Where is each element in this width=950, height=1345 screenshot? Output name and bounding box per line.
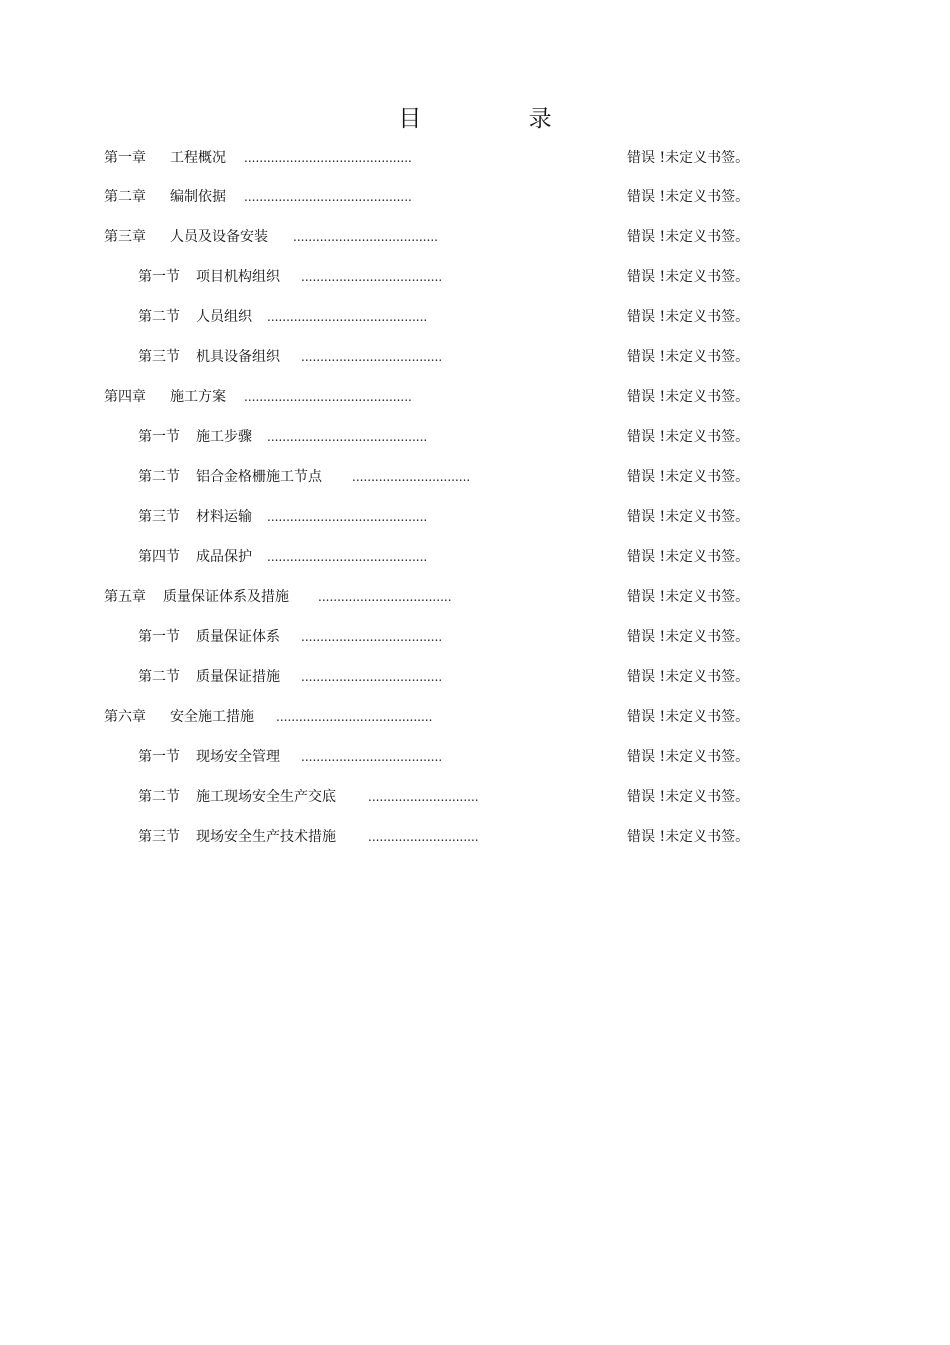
- toc-entry[interactable]: [0, 505, 950, 545]
- toc-page-ref[interactable]: 错误 !未定义书签。: [627, 189, 750, 205]
- toc-entry[interactable]: [0, 225, 950, 265]
- toc-leader-dots: .....................................: [301, 350, 443, 364]
- toc-entry-number: 第二章: [104, 189, 146, 205]
- toc-entry-label: [138, 305, 252, 329]
- toc-leader-dots: .....................................: [301, 750, 443, 764]
- toc-entry-text: 编制依据: [170, 189, 226, 205]
- toc-entry-text: 机具设备组织: [196, 349, 280, 365]
- toc-leader-dots: ......................................: [293, 230, 438, 244]
- toc-leader-dots: ...............................: [352, 470, 471, 484]
- toc-entry-number: 第一节: [138, 629, 180, 645]
- toc-entry[interactable]: [0, 425, 950, 465]
- toc-entry[interactable]: [0, 785, 950, 825]
- toc-entry-text: 现场安全管理: [196, 749, 280, 765]
- toc-page-ref[interactable]: 错误 !未定义书签。: [627, 429, 750, 445]
- toc-entry-text: 现场安全生产技术措施: [196, 829, 336, 845]
- toc-entry-number: 第一节: [138, 269, 180, 285]
- toc-page-ref[interactable]: 错误 !未定义书签。: [627, 669, 750, 685]
- toc-entry-label: [138, 505, 252, 529]
- toc-entry-number: 第一节: [138, 429, 180, 445]
- toc-page-ref[interactable]: 错误 !未定义书签。: [627, 509, 750, 525]
- toc-page-ref[interactable]: 错误 !未定义书签。: [627, 749, 750, 765]
- toc-entry-number: 第三节: [138, 509, 180, 525]
- toc-entry-label: [138, 345, 280, 369]
- toc-entry-label: [104, 225, 268, 249]
- toc-entry[interactable]: [0, 385, 950, 425]
- toc-leader-dots: ..........................................: [267, 510, 428, 524]
- toc-leader-dots: ..........................................: [267, 310, 428, 324]
- toc-leader-dots: ..........................................: [267, 550, 428, 564]
- toc-entry[interactable]: [0, 585, 950, 625]
- toc-page-ref[interactable]: 错误 !未定义书签。: [627, 269, 750, 285]
- toc-entry-text: 人员及设备安装: [170, 229, 268, 245]
- toc-leader-dots: ...................................: [318, 590, 452, 604]
- toc-entry[interactable]: [0, 146, 950, 185]
- toc-entry-text: 铝合金格栅施工节点: [196, 469, 322, 485]
- toc-page-ref[interactable]: 错误 !未定义书签。: [627, 389, 750, 405]
- toc-entry[interactable]: [0, 185, 950, 225]
- toc-entry-number: 第四节: [138, 549, 180, 565]
- toc-leader-dots: .............................: [368, 830, 479, 844]
- toc-leader-dots: ............................................: [244, 190, 412, 204]
- toc-entry[interactable]: [0, 625, 950, 665]
- toc-entry-label: [104, 585, 289, 609]
- toc-entry-text: 人员组织: [196, 309, 252, 325]
- toc-entry[interactable]: [0, 265, 950, 305]
- toc-page-ref[interactable]: 错误 !未定义书签。: [627, 229, 750, 245]
- toc-entry-label: [138, 265, 280, 289]
- toc-entry[interactable]: [0, 745, 950, 785]
- toc-entry-number: 第二节: [138, 469, 180, 485]
- toc-entry-number: 第二节: [138, 309, 180, 325]
- toc-page-ref[interactable]: 错误 !未定义书签。: [627, 829, 750, 845]
- toc-entry-text: 质量保证体系及措施: [163, 589, 289, 605]
- toc-entry[interactable]: [0, 825, 950, 865]
- toc-entry-number: 第六章: [104, 709, 146, 725]
- toc-page-ref[interactable]: 错误 !未定义书签。: [627, 349, 750, 365]
- toc-leader-dots: .............................: [368, 790, 479, 804]
- toc-leader-dots: .....................................: [301, 630, 443, 644]
- toc-entry-number: 第一章: [104, 150, 146, 166]
- toc-entry-text: 项目机构组织: [196, 269, 280, 285]
- toc-page-ref[interactable]: 错误 !未定义书签。: [627, 469, 750, 485]
- toc-entry-label: [104, 385, 226, 409]
- toc-page-ref[interactable]: 错误 !未定义书签。: [627, 709, 750, 725]
- toc-entry-number: 第二节: [138, 789, 180, 805]
- toc-entry-label: [138, 825, 336, 849]
- toc-entry-number: 第一节: [138, 749, 180, 765]
- toc-entry-text: 施工现场安全生产交底: [196, 789, 336, 805]
- toc-page-ref[interactable]: 错误 !未定义书签。: [627, 549, 750, 565]
- toc-leader-dots: .........................................: [276, 710, 433, 724]
- toc-page-ref[interactable]: 错误 !未定义书签。: [627, 629, 750, 645]
- toc-entry[interactable]: [0, 345, 950, 385]
- toc-leader-dots: ..........................................: [267, 430, 428, 444]
- toc-entry-label: [104, 705, 254, 729]
- toc-entry-text: 工程概况: [170, 150, 226, 166]
- toc-title: 目 录: [398, 106, 602, 132]
- toc-entry-number: 第三章: [104, 229, 146, 245]
- table-of-contents: [0, 146, 950, 865]
- toc-entry-label: [138, 545, 252, 569]
- toc-leader-dots: .....................................: [301, 270, 443, 284]
- toc-entry[interactable]: [0, 665, 950, 705]
- toc-leader-dots: ............................................: [244, 151, 412, 165]
- toc-entry[interactable]: [0, 465, 950, 505]
- toc-entry-label: [138, 425, 252, 449]
- toc-entry-label: [138, 785, 336, 809]
- toc-leader-dots: ............................................: [244, 390, 412, 404]
- toc-entry-text: 成品保护: [196, 549, 252, 565]
- toc-entry-number: 第四章: [104, 389, 146, 405]
- toc-page-ref[interactable]: 错误 !未定义书签。: [627, 150, 750, 166]
- toc-entry-label: [138, 745, 280, 769]
- toc-page-ref[interactable]: 错误 !未定义书签。: [627, 309, 750, 325]
- toc-page-ref[interactable]: 错误 !未定义书签。: [627, 789, 750, 805]
- toc-entry-label: [138, 625, 280, 649]
- toc-entry-label: [138, 665, 280, 689]
- toc-entry[interactable]: [0, 545, 950, 585]
- toc-entry-label: [104, 146, 226, 170]
- toc-entry-text: 质量保证措施: [196, 669, 280, 685]
- toc-leader-dots: .....................................: [301, 670, 443, 684]
- toc-entry[interactable]: [0, 705, 950, 745]
- toc-entry-text: 施工方案: [170, 389, 226, 405]
- toc-entry-label: [104, 185, 226, 209]
- toc-entry-number: 第三节: [138, 829, 180, 845]
- toc-entry-number: 第五章: [104, 589, 146, 605]
- toc-page-ref[interactable]: 错误 !未定义书签。: [627, 589, 750, 605]
- toc-entry-number: 第三节: [138, 349, 180, 365]
- toc-entry-text: 质量保证体系: [196, 629, 280, 645]
- toc-entry-number: 第二节: [138, 669, 180, 685]
- toc-entry-text: 材料运输: [196, 509, 252, 525]
- toc-entry-text: 施工步骤: [196, 429, 252, 445]
- toc-entry-label: [138, 465, 322, 489]
- toc-entry[interactable]: [0, 305, 950, 345]
- toc-entry-text: 安全施工措施: [170, 709, 254, 725]
